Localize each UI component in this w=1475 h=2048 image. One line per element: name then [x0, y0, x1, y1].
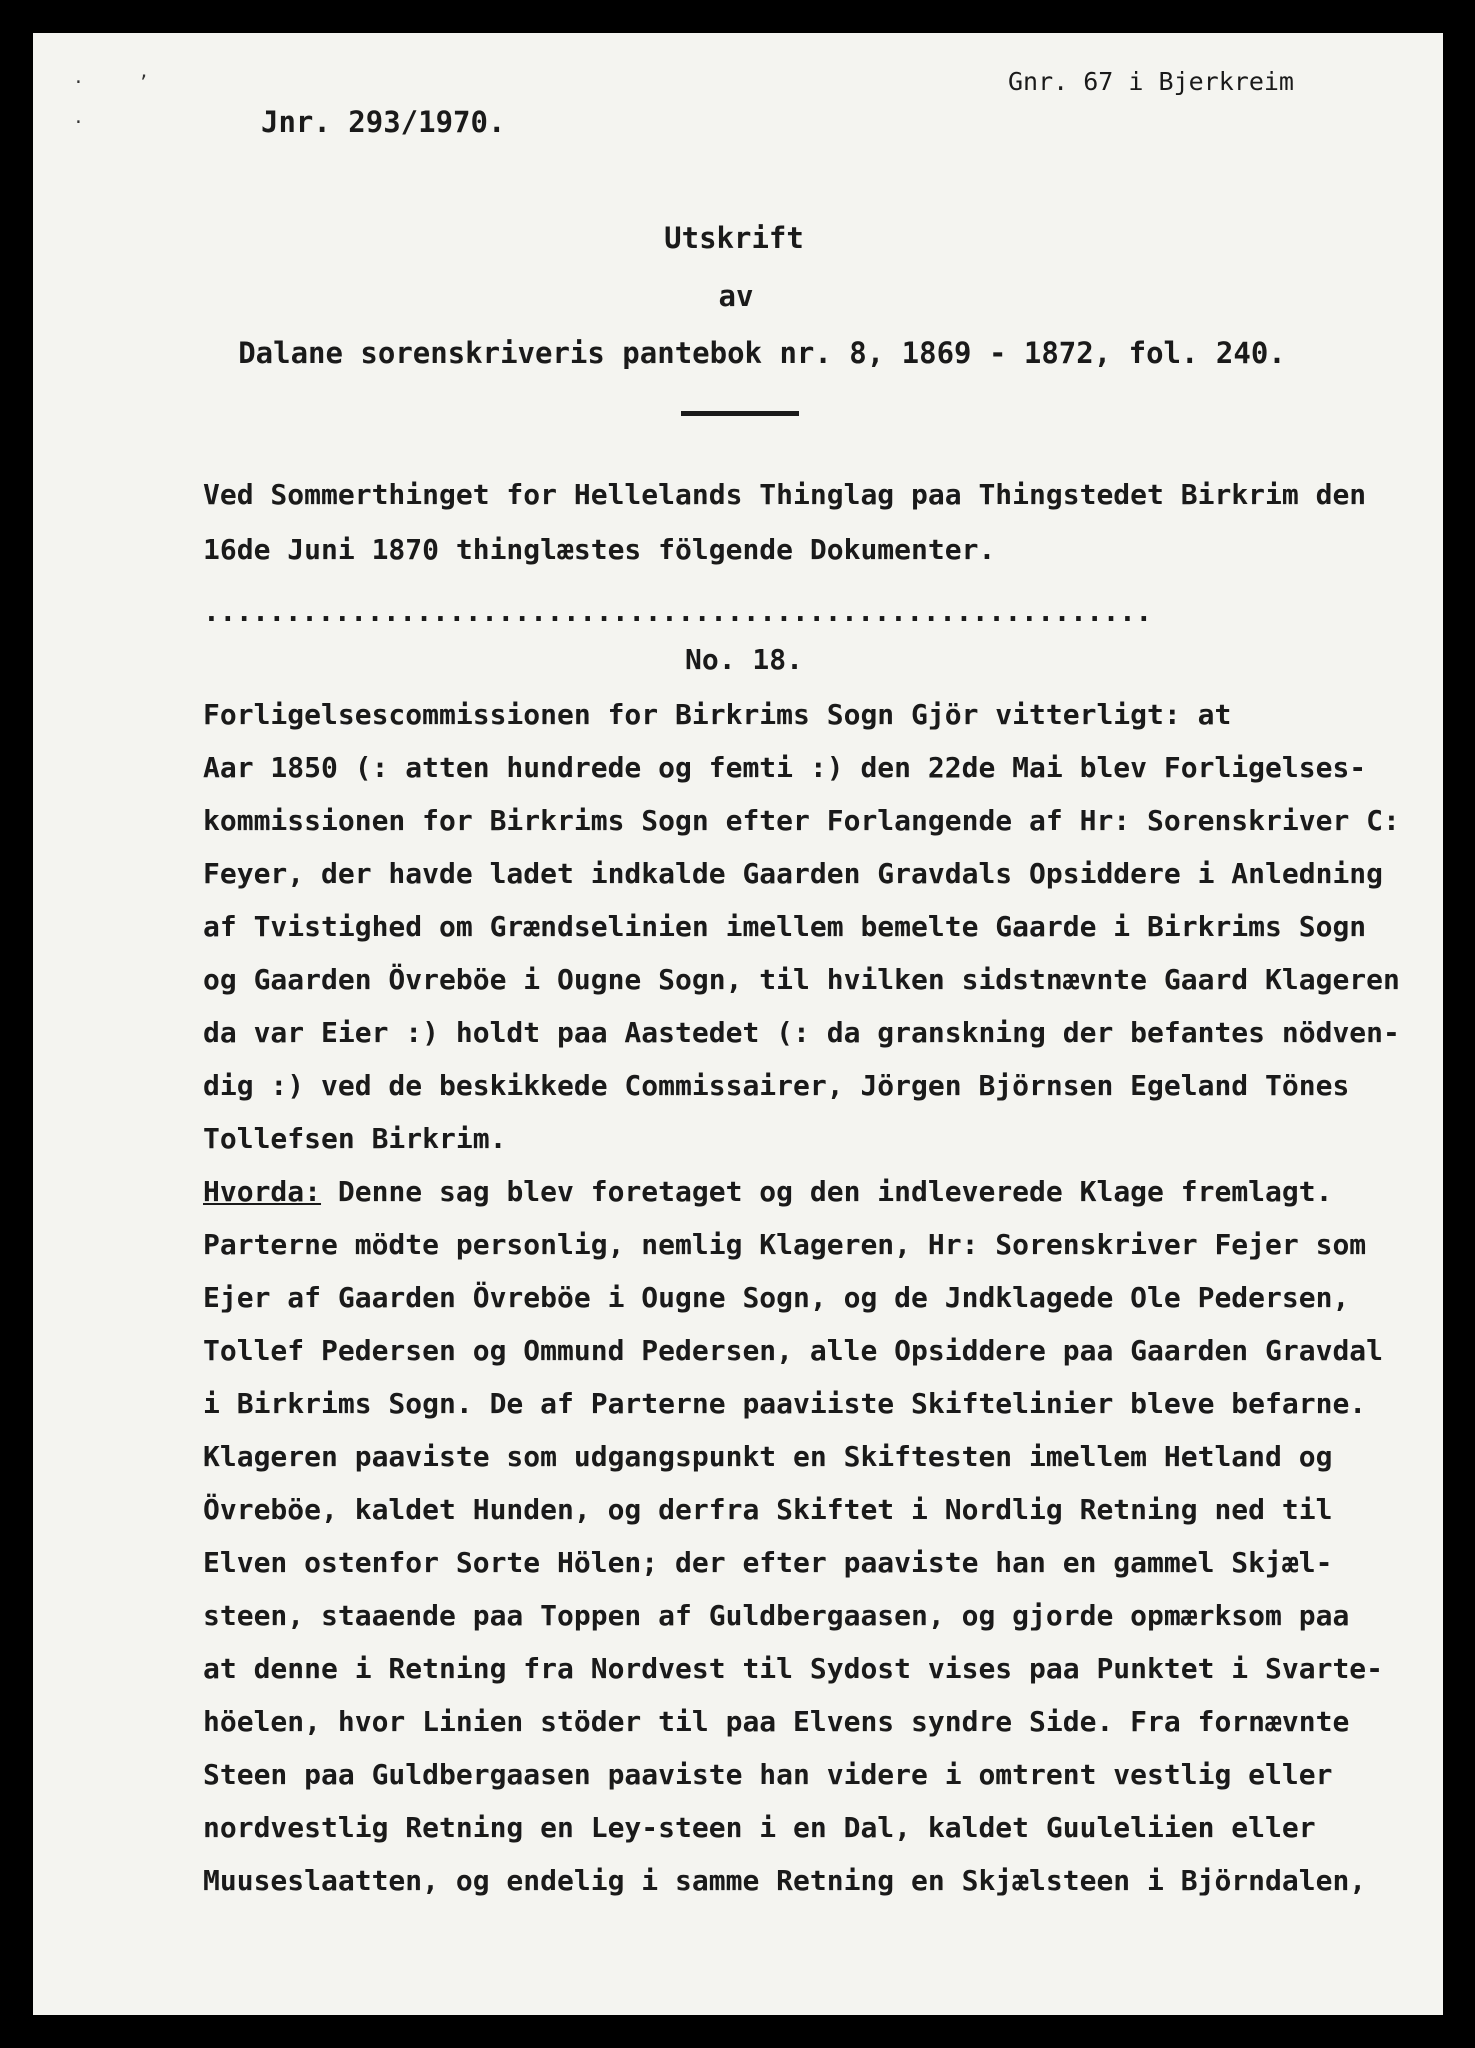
document-page	[33, 33, 1443, 2015]
intro-line: 16de Juni 1870 thinglæstes fölgende Dokumenter.	[203, 533, 996, 566]
intro-line: Ved Sommerthinget for Hellelands Thinglag paa Thingstedet Birkrim den	[203, 478, 1367, 511]
body-line: i Birkrims Sogn. De af Parterne paaviiste Skiftelinier bleve befarne.	[203, 1387, 1367, 1420]
body-line: dig :) ved de beskikkede Commissairer, Jörgen Björnsen Egeland Tönes	[203, 1069, 1350, 1102]
body-line: höelen, hvor Linien stöder til paa Elvens syndre Side. Fra fornævnte	[203, 1705, 1350, 1738]
hvorda-line	[203, 1175, 1332, 1208]
body-line: Feyer, der havde ladet indkalde Gaarden Gravdals Opsiddere i Anledning	[203, 857, 1384, 890]
dotted-separator: ..........................................................	[203, 595, 1152, 628]
title-line-1: Utskrift	[664, 221, 804, 255]
body-line: Forligelsescommissionen for Birkrims Sogn Gjör vitterligt: at	[203, 698, 1232, 731]
document-number: No. 18.	[685, 643, 804, 676]
body-line: af Tvistighed om Grændselinien imellem bemelte Gaarde i Birkrims Sogn	[203, 910, 1367, 943]
body-line: og Gaarden Övreböe i Ougne Sogn, til hvilken sidstnævnte Gaard Klageren	[203, 963, 1400, 996]
corner-marks: · ’ ·	[73, 72, 149, 133]
body-line: Parterne mödte personlig, nemlig Klageren, Hr: Sorenskriver Fejer som	[203, 1228, 1367, 1261]
body-line: Aar 1850 (: atten hundrede og femti :) den 22de Mai blev Forligelses-	[203, 751, 1367, 784]
hvorda-label: Hvorda:	[203, 1175, 322, 1208]
body-line: Tollef Pedersen og Ommund Pedersen, alle Opsiddere paa Gaarden Gravdal	[203, 1334, 1384, 1367]
body-line: Ejer af Gaarden Övreböe i Ougne Sogn, og de Jndklagede Ole Pedersen,	[203, 1281, 1350, 1314]
body-line: Tollefsen Birkrim.	[203, 1122, 507, 1155]
body-line: at denne i Retning fra Nordvest til Sydost vises paa Punktet i Svarte-	[203, 1652, 1384, 1685]
body-line: da var Eier :) holdt paa Aastedet (: da granskning der befantes nödven-	[203, 1016, 1400, 1049]
body-line: Elven ostenfor Sorte Hölen; der efter paaviste han en gammel Skjæl-	[203, 1546, 1333, 1579]
title-rule	[681, 411, 799, 416]
journal-number: Jnr. 293/1970.	[261, 105, 506, 139]
title-line-2: av	[718, 279, 754, 313]
body-line: Steen paa Guldbergaasen paaviste han videre i omtrent vestlig eller	[203, 1758, 1333, 1791]
body-line: steen, staaende paa Toppen af Guldbergaasen, og gjorde opmærksom paa	[203, 1599, 1350, 1632]
body-line: nordvestlig Retning en Ley-steen i en Dal, kaldet Guuleliien eller	[203, 1811, 1316, 1844]
body-line: Muuseslaatten, og endelig i samme Retning en Skjælsteen i Björndalen,	[203, 1864, 1367, 1897]
title-line-3: Dalane sorenskriveris pantebok nr. 8, 1869 - 1872, fol. 240.	[238, 336, 1286, 370]
property-number: Gnr. 67 i Bjerkreim	[1008, 67, 1294, 96]
body-line: Klageren paaviste som udgangspunkt en Skiftesten imellem Hetland og	[203, 1440, 1333, 1473]
hvorda-text: Denne sag blev foretaget og den indleverede Klage fremlagt.	[321, 1175, 1333, 1208]
body-line: Övreböe, kaldet Hunden, og derfra Skiftet i Nordlig Retning ned til	[203, 1493, 1333, 1526]
body-line: kommissionen for Birkrims Sogn efter Forlangende af Hr: Sorenskriver C:	[203, 804, 1400, 837]
